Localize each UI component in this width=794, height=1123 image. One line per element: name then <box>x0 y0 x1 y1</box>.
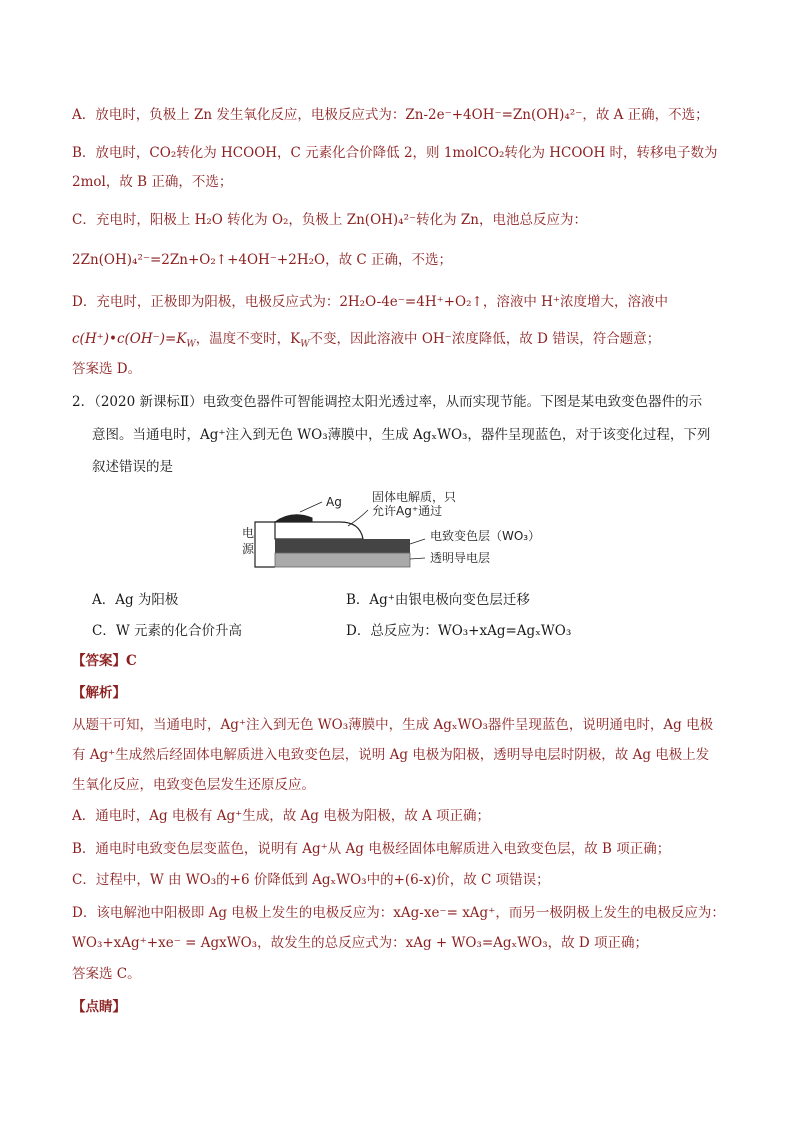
option-d: D．总反应为：WO₃+xAg=AgₓWO₃ <box>346 623 572 639</box>
ag-leader <box>300 502 322 512</box>
analysis-option-b: B．通电时电致变色层变蓝色，说明有 Ag⁺从 Ag 电极经固体电解质进入电致变色层，故 B 项正确； <box>72 841 671 857</box>
kw-text-1: ，温度不变时，K <box>195 331 301 347</box>
analysis-option-d-line1: D．该电解池中阳极即 Ag 电极上发生的电极反应为：xAg-xe⁻= xAg⁺，而另一极阴极上发生的电极反应为： <box>72 905 725 921</box>
analysis-label: 【解析】 <box>72 685 126 701</box>
prev-answer: 答案选 D。 <box>72 361 142 377</box>
power-wire <box>255 522 275 567</box>
electrolyte-label-1: 固体电解质，只 <box>372 490 457 504</box>
question-stem-line3: 叙述错误的是 <box>92 459 173 475</box>
option-b: B．Ag⁺由银电极向变色层迁移 <box>346 592 530 608</box>
layer-label: 电致变色层（WO₃） <box>430 529 541 543</box>
layer-leader <box>410 539 425 544</box>
power-label-1: 电 <box>241 526 255 540</box>
prev-option-c-line1: C．充电时，阳极上 H₂O 转化为 O₂，负极上 Zn(OH)₄²⁻转化为 Zn，电池总反应为： <box>72 212 587 228</box>
option-a: A．Ag 为阳极 <box>92 592 179 608</box>
power-label-2: 源 <box>241 542 255 556</box>
prev-option-b-line2: 2mol，故 B 正确，不选； <box>72 174 233 190</box>
prev-option-b-line1: B．放电时，CO₂转化为 HCOOH，C 元素化合价降低 2，则 1molCO₂转化为 HCOOH 时，转移电子数为 <box>72 145 718 161</box>
prev-option-d-line2 <box>72 329 722 349</box>
electrolyte-label-2: 允许Ag⁺通过 <box>372 504 443 518</box>
tip-label: 【点睛】 <box>72 999 126 1015</box>
conductive-label: 透明导电层 <box>430 551 491 565</box>
electrochromic-diagram <box>230 482 570 582</box>
analysis-para-line3: 生氧化反应，电致变色层发生还原反应。 <box>72 777 315 793</box>
silver-electrode <box>275 515 312 522</box>
conductive-leader <box>410 558 425 559</box>
analysis-option-c: C．过程中，W 由 WO₃的+6 价降低到 AgₓWO₃中的+(6-x)价，故 C 项错误； <box>72 872 550 888</box>
question-stem-line1: 2．（2020 新课标Ⅱ）电致变色器件可智能调控太阳光透过率，从而实现节能。下图是某电致变色器件的示 <box>72 394 703 410</box>
kw-expression: c(H⁺)•c(OH⁻)=K <box>72 331 187 347</box>
prev-option-a: A．放电时，负极上 Zn 发生氧化反应，电极反应式为：Zn-2e⁻+4OH⁻=Zn(OH)₄²⁻，故 A 正确，不选； <box>72 107 709 123</box>
final-answer: 答案选 C。 <box>72 966 141 982</box>
electrochromic-layer <box>275 539 410 553</box>
ag-label: Ag <box>326 495 342 509</box>
conductive-layer <box>275 553 410 567</box>
electrolyte-leader <box>348 510 368 526</box>
question-stem-line2: 意图。当通电时，Ag⁺注入到无色 WO₃薄膜中，生成 AgₓWO₃，器件呈现蓝色，对于该变化过程，下列 <box>92 427 711 443</box>
analysis-option-d-line2: WO₃+xAg⁺+xe⁻ = AgxWO₃，故发生的总反应式为：xAg + WO₃=AgₓWO₃，故 D 项正确； <box>72 935 649 951</box>
analysis-para-line2: 有 Ag⁺生成然后经固体电解质进入电致变色层，说明 Ag 电极为阳极，透明导电层时阴极，故 Ag 电极上发 <box>72 747 710 763</box>
kw-sub-1: W <box>186 339 196 350</box>
kw-text-2: 不变，因此溶液中 OH⁻浓度降低，故 D 错误，符合题意； <box>309 331 661 347</box>
analysis-para-line1: 从题干可知，当通电时，Ag⁺注入到无色 WO₃薄膜中，生成 AgₓWO₃器件呈现蓝色，说明通电时，Ag 电极 <box>72 717 714 733</box>
analysis-option-a: A．通电时，Ag 电极有 Ag⁺生成，故 Ag 电极为阳极，故 A 项正确； <box>72 808 491 824</box>
answer-label: 【答案】C <box>72 653 137 669</box>
kw-sub-2: W <box>300 339 310 350</box>
option-c: C．W 元素的化合价升高 <box>92 623 242 639</box>
prev-option-c-line2: 2Zn(OH)₄²⁻=2Zn+O₂↑+4OH⁻+2H₂O，故 C 正确，不选； <box>72 252 452 268</box>
prev-option-d-line1: D．充电时，正极即为阳极，电极反应式为：2H₂O-4e⁻=4H⁺+O₂↑，溶液中 H⁺浓度增大，溶液中 <box>72 294 669 310</box>
